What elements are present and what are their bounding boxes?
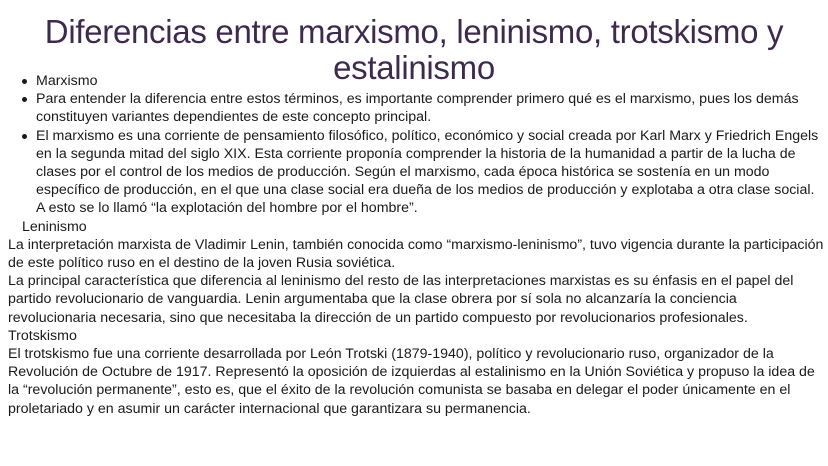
leninismo-paragraph-2: La principal característica que diferencia al leninismo del resto de las interpretaciones marxistas es su énfasis en el papel del partido revolucionario de vanguardia. Lenin argumentaba que la clase obrera por sí sola no alcanzaría la conciencia revolucionaria necesaria, sino que necesitaba la dirección de un partido compuesto por revolucionarios profesionales. [8,273,794,326]
slide-body [8,72,824,418]
bullet-text: Marxismo [36,73,98,89]
trotskismo-paragraph-1: El trotskismo fue una corriente desarrollada por León Trotski (1879-1940), político y revolucionario ruso, organizador de la Revolución de Octubre de 1917. Representó la oposición de izquierdas al estalinismo en la Unión Soviética y propuso la idea de la “revolución permanente”, esto es, que el éxito de la revolución comunista se basaba en delegar el poder únicamente en el proletariado y en asumir un carácter internacional que garantizara su permanencia. [8,346,815,417]
bullet-list [8,72,824,218]
leninismo-paragraph-1: La interpretación marxista de Vladimir Lenin, también conocida como “marxismo-leninismo”, tuvo vigencia durante la participación de este político ruso en el destino de la joven Rusia soviética. [8,236,824,272]
bullet-dot-icon [22,134,27,139]
slide-title: Diferencias entre marxismo, leninismo, trotskismo y estalinismo [44,13,784,86]
bullet-dot-icon [22,79,27,84]
bullet-text: Para entender la diferencia entre estos términos, es importante comprender primero qué es el marxismo, pues los demás constituyen variantes dependientes de este concepto principal. [36,91,799,126]
bullet-text: El marxismo es una corriente de pensamiento filosófico, político, económico y social creada por Karl Marx y Friedrich Engels en la segunda mitad del siglo XIX. Esta corriente proponía comprender la historia de la humanidad a partir de la lucha de clases por el control de los medios de producción. Según el marxismo, cada época histórica se sostenía en un modo específico de producción, en el que una clase social era dueña de los medios de producción y explotaba a otra clase social. A esto se lo llamó “la explotación del hombre por el hombre”. [36,127,819,217]
trotskismo-heading: Trotskismo [8,327,77,344]
leninismo-heading: Leninismo [22,218,87,235]
bullet-item-marxismo [8,72,824,90]
bullet-dot-icon [22,97,27,102]
bullet-item-definition [8,127,824,218]
bullet-item-intro [8,90,824,126]
